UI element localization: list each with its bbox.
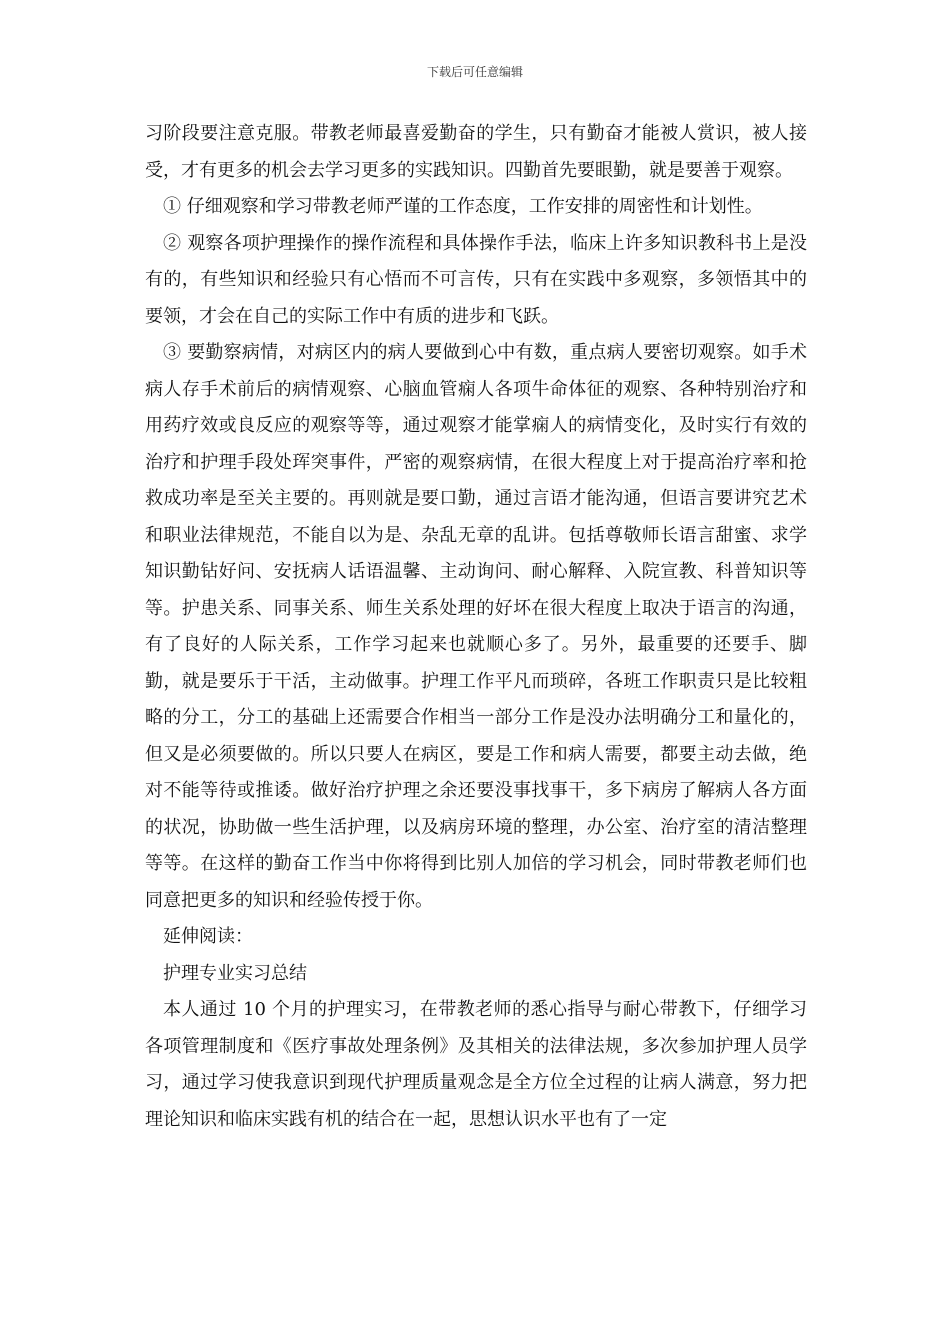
page-header: 下载后可任意编辑	[426, 65, 523, 79]
document-body	[145, 116, 807, 1138]
paragraph-5: 延伸阅读：	[163, 926, 253, 947]
paragraph-4: ③ 要勤察病情，对病区内的病人要做到心中有数，重点病人要密切观察。如手术病人存手术前后的病情观察、心脑血管痫人各项牛命体征的观察、各种特别治疗和用药疗效或良反应的观察等等，通过观察才能掌痫人的病情变化，及时实行有效的治疗和护理手段处珲突事件，严密的观察病情，在很大程度上对于提高治疗率和抢救成功率是至关主要的。再则就是要口勤，通过言语才能沟通，但语言要讲究艺术和职业法律规范，不能自以为是、杂乱无章的乱讲。包括尊敬师长语言甜蜜、求学知识勤钻好问、安抚病人话语温馨、主动询问、耐心解释、入院宣教、科普知识等等。护患关系、同事关系、师生关系处理的好坏在很大程度上取决于语言的沟通，有了良好的人际关系，工作学习起来也就顺心多了。另外，最重要的还要手、脚勤，就是要乐于干活，主动做事。护理工作平凡而琐碎，各班工作职责只是比较粗略的分工，分工的基础上还需要合作相当一部分工作是没办法明确分工和量化的，但又是必须要做的。所以只要人在病区，要是工作和病人需要，都要主动去做，绝对不能等待或推诿。做好治疗护理之余还要没事找事干，多下病房了解病人各方面的状况，协助做一些生活护理，以及病房环境的整理，办公室、治疗室的清洁整理等等。在这样的勤奋工作当中你将得到比别人加倍的学习机会，同时带教老师们也同意把更多的知识和经验传授于你。	[145, 342, 807, 911]
paragraph-3: ② 观察各项护理操作的操作流程和具体操作手法，临床上许多知识教科书上是没有的，有些知识和经验只有心悟而不可言传，只有在实践中多观察，多领悟其中的要领，才会在自己的实际工作中有质的进步和飞跃。	[145, 232, 807, 327]
paragraph-1: 习阶段要注意克服。带教老师最喜爱勤奋的学生，只有勤奋才能被人赏识，被人接受，才有更多的机会去学习更多的实践知识。四勤首先要眼勤，就是要善于观察。	[145, 123, 807, 181]
section-heading: 护理专业实习总结	[163, 962, 307, 984]
paragraph-6: 本人通过 10 个月的护理实习，在带教老师的悉心指导与耐心带教下，仔细学习各项管理制度和《医疗事故处理条例》及其相关的法律法规，多次参加护理人员学习，通过学习使我意识到现代护理质量观念是全方位全过程的让病人满意，努力把理论知识和临床实践有机的结合在一起，思想认识水平也有了一定	[145, 999, 807, 1130]
paragraph-2: ① 仔细观察和学习带教老师严谨的工作态度，工作安排的周密性和计划性。	[163, 196, 763, 217]
